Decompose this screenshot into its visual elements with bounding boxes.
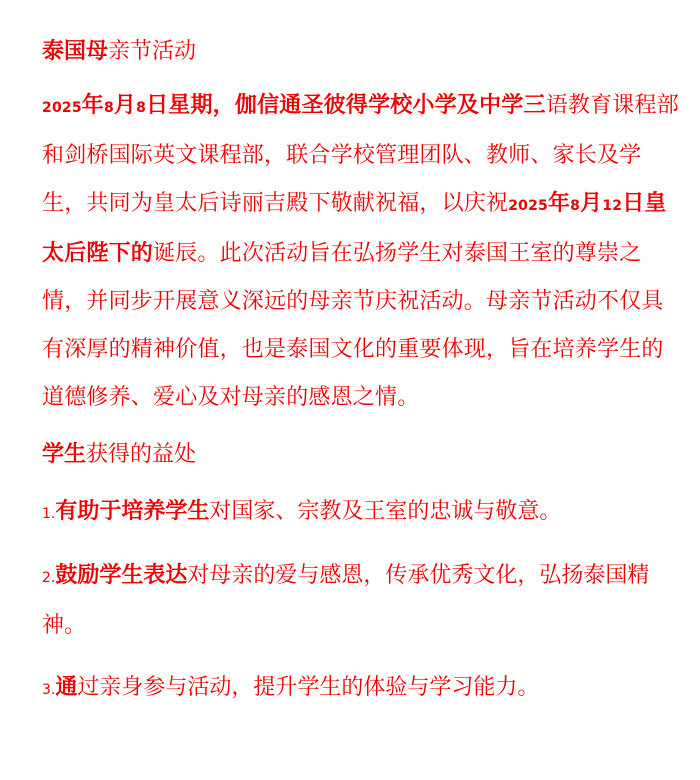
section-title-mothers-day [42, 35, 684, 69]
date-day-1: 8 [136, 100, 147, 116]
date-month-2: 8 [570, 198, 581, 214]
date-month-1: 8 [103, 100, 114, 116]
benefits-title-rest: 获得的益处 [86, 442, 197, 467]
section-title-bold: 泰国母 [42, 39, 109, 64]
benefit-bold: 鼓励学生表达 [55, 563, 188, 588]
intro-paragraph [42, 82, 684, 422]
intro-text-2: 诞辰。此次活动旨在弘扬学生对泰国王室的尊崇之情，并同步开展意义深远的母亲节庆祝活动。母亲节活动不仅具有深厚的精神价值，也是泰国文化的重要体现，旨在培养学生的道德修养、爱心及对母亲的感恩之情。 [42, 241, 664, 410]
benefit-text: 过亲身参与活动，提升学生的体验与学习能力。 [77, 675, 540, 700]
benefit-text: 对母亲的爱与感恩，传承优秀文化，弘扬泰国精神。 [42, 563, 650, 638]
date-year-char-1: 年 [81, 93, 104, 118]
benefit-bold: 有助于培养学生 [55, 499, 210, 524]
benefit-number: 2. [42, 570, 56, 586]
date-month-char-2: 月 [580, 191, 603, 216]
benefit-item-2 [42, 552, 684, 650]
benefits-title-bold: 学生 [42, 442, 87, 467]
date-year-1: 2025 [42, 100, 82, 116]
intro-text-1: 语教育课程部和剑桥国际英文课程部，联合学校管理团队、教师、家长及学生，共同为皇太后诗丽吉殿下敬献祝福，以庆祝 [42, 93, 679, 216]
date-day-2: 12 [602, 198, 623, 214]
intro-bold-text-1: 日星期，伽信通圣彼得学校小学及中学三 [146, 93, 546, 118]
date-month-char-1: 月 [113, 93, 137, 118]
date-year-char-2: 年 [547, 191, 571, 216]
intro-bold-text-2: 日皇太后陛下的 [42, 191, 667, 266]
benefit-text: 对国家、宗教及王室的忠诚与敬意。 [209, 499, 562, 524]
benefit-item-1 [42, 488, 684, 538]
benefit-bold: 通 [55, 675, 78, 700]
benefit-number: 1. [42, 506, 56, 522]
benefit-item-3 [42, 664, 684, 714]
benefit-number: 3. [42, 682, 56, 698]
section-title-benefits [42, 438, 684, 472]
section-title-rest: 亲节活动 [108, 39, 197, 64]
date-year-2: 2025 [508, 198, 548, 214]
